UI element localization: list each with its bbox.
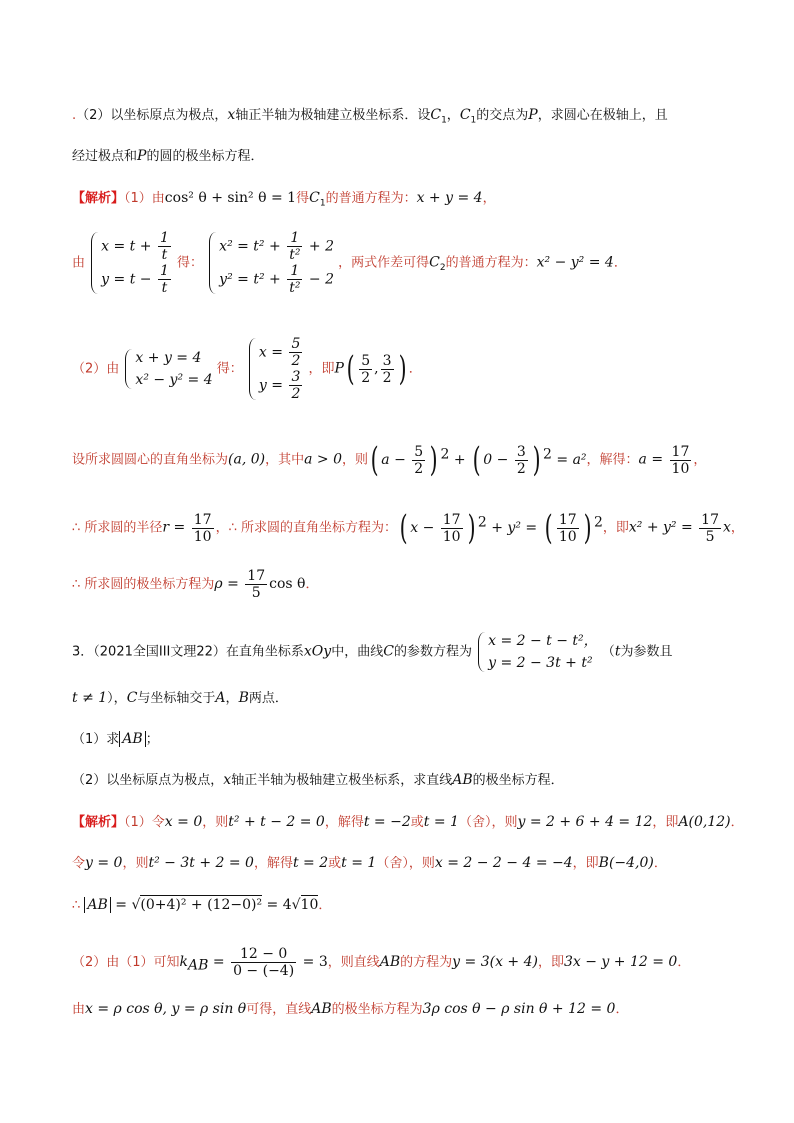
solution-5-line: ∴ 所求圆的半径r = $\frac{17}{10}$ ，∴ 所求圆的直角坐标方程为：( x − $\frac{17}{10}$ ) $^2$ + y² = ( $\frac{17}{10}$ ) $^2$，即x² + y² = $\frac{17}{5}$ x， bbox=[72, 508, 744, 548]
question-2-line2: 经过极点和P的圆的极坐标方程． bbox=[72, 148, 264, 164]
param-equation: x = 2 − t − t²， y = 2 − 3t + t² bbox=[476, 630, 598, 674]
solution-xy: x = $\frac{5}{2}$ y = $\frac{3}{2}$ bbox=[247, 336, 304, 402]
answer-line2: 令y = 0，则t² − 3t + 2 = 0，解得t = 2或t = 1（舍），则x = 2 − 2 − 4 = −4，即B(−4,0)． bbox=[72, 855, 667, 871]
squared-system: x² = t² + $\frac{1}{\text{t²}}$ + 2 y² = t² + $\frac{1}{\text{t²}}$ − 2 bbox=[207, 230, 334, 296]
answer-line1: 【解析】（1）令x = 0，则t² + t − 2 = 0，解得t = −2或t = 1（舍），则y = 2 + 6 + 4 = 12，即A(0,12)． bbox=[72, 814, 744, 830]
question-2-line1: .（2）以坐标原点为极点，x轴正半轴为极轴建立极坐标系．设$C_1$，$C_1$的交点为P，求圆心在极轴上，且 bbox=[72, 107, 668, 126]
param-system: x = t + $\frac{1}{t}$ y = t − $\frac{1}{t}$ bbox=[89, 230, 173, 296]
answer-line3: ∴ AB = √(0+4)² + (12−0)² = 4√10． bbox=[72, 897, 332, 913]
solution-3-line: （2）由 x + y = 4 x² − y² = 4 得： x = $\frac{5}{2}$ y = $\frac{3}{2}$ ，即P( $\frac{5}{2}$ , $\frac{3}{2}$ ) ． bbox=[72, 336, 422, 402]
solution-1-line: 【解析】（1）由cos² θ + sin² θ = 1得$C_1$的普通方程为：x + y = 4， bbox=[72, 190, 496, 209]
question-3-part1: （1）求 AB ； bbox=[72, 731, 159, 747]
solution-2-line: 由 x = t + $\frac{1}{t}$ y = t − $\frac{1}{t}$ 得： x² = t² + $\frac{1}{\text{t²}}$ + 2 y² = t² + $\frac{1}{\text{t²}}$ − 2 ，两式作差可得$C_2$的普通方程为：x² − y² = 4． bbox=[72, 230, 627, 296]
solution-4-line: 设所求圆圆心的直角坐标为(a, 0)，其中a > 0，则( a − $\frac{5}{2}$ ) $^2$ + ( 0 − $\frac{3}{2}$ ) $^2$ = a²，解得：a = $\frac{17}{10}$ ， bbox=[72, 440, 707, 480]
question-3-line2: t ≠ 1），C与坐标轴交于A，B两点． bbox=[72, 690, 288, 706]
answer-line4: （2）由（1）可知$k_{AB}$ = $\frac{12 - 0}{0 - (-4)}$ = 3，则直线AB的方程为y = 3(x + 4)，即3x − y + 12 = 0． bbox=[72, 946, 691, 979]
answer-line5: 由x = ρ cos θ, y = ρ sin θ可得，直线AB的极坐标方程为3ρ cos θ − ρ sin θ + 12 = 0． bbox=[72, 1001, 629, 1017]
question-3-part2: （2）以坐标原点为极点，x轴正半轴为极轴建立极坐标系，求直线AB的极坐标方程． bbox=[72, 772, 564, 788]
solution-6-line: ∴ 所求圆的极坐标方程为ρ = $\frac{17}{5}$ cos θ． bbox=[72, 568, 319, 601]
question-3-line1: 3．（2021全国III文理22）在直角坐标系xOy中，曲线C的参数方程为 x = 2 − t − t²， y = 2 − 3t + t² （t为参数且 bbox=[72, 630, 672, 674]
system-lines: x + y = 4 x² − y² = 4 bbox=[123, 347, 212, 391]
